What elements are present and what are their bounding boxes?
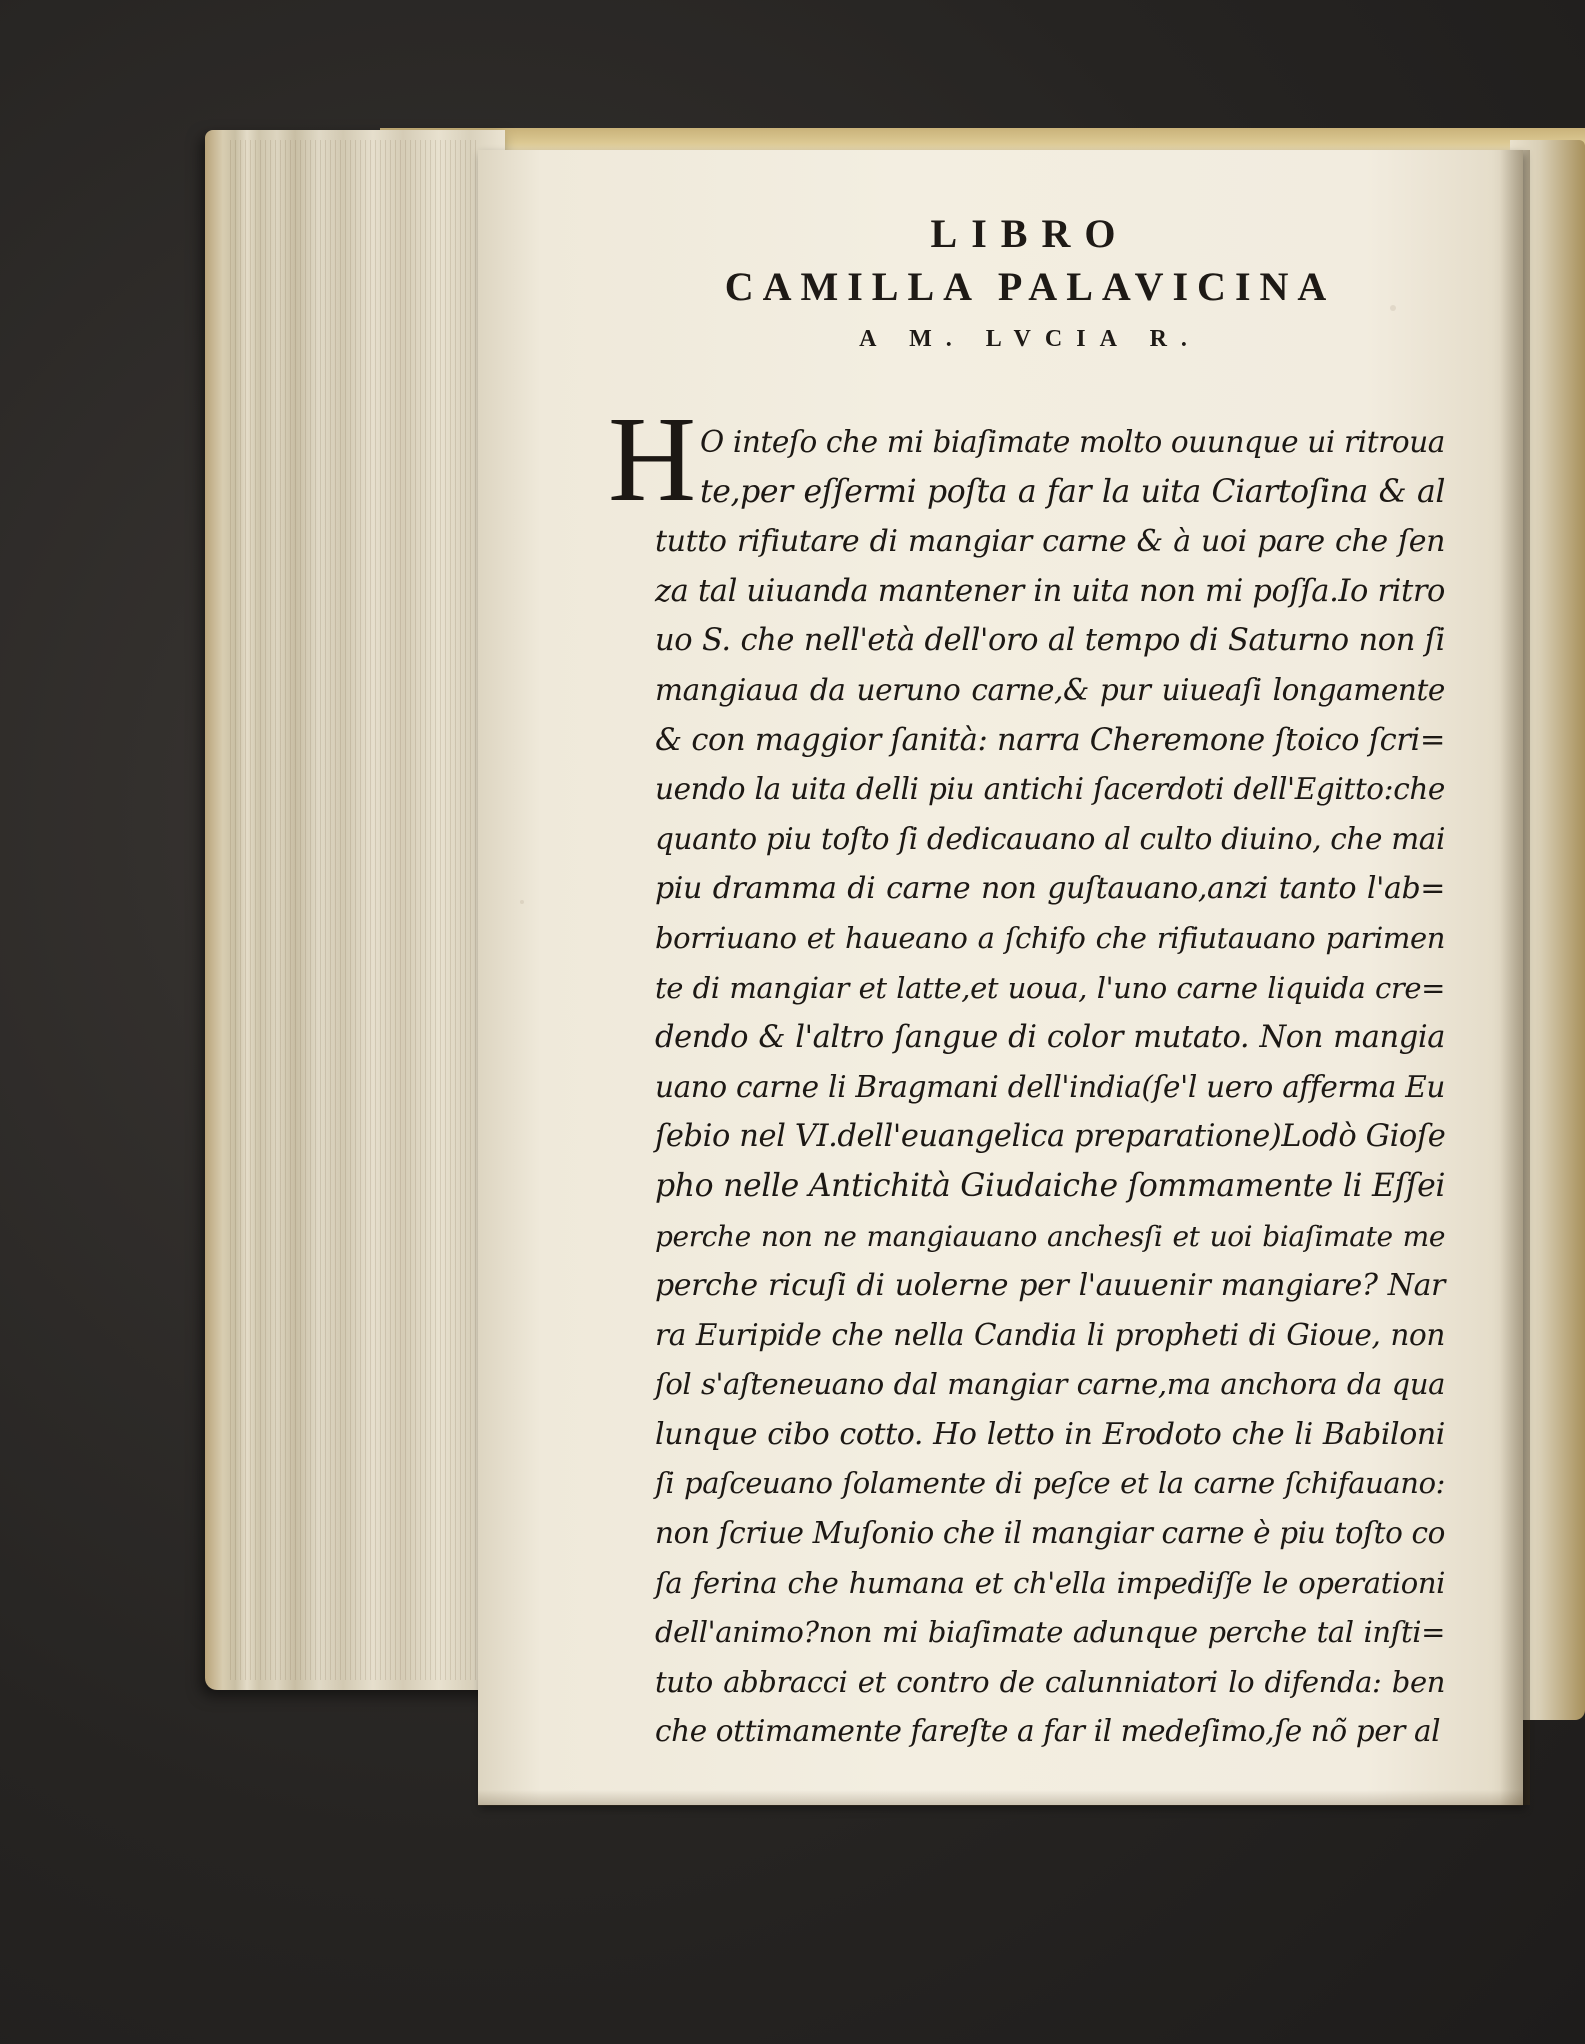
text-line: uo S. che nell'età dell'oro al tempo di Saturno non ſi — [655, 623, 1445, 659]
text-line: uano carne li Bragmani dell'india(ſe'l uero afferma Eu — [655, 1069, 1445, 1104]
text-line: tuto abbracci et contro de calunniatori lo difenda: ben — [655, 1664, 1445, 1699]
page-heading-recipient: A M. LVCIA R. — [859, 326, 1201, 352]
text-line: ra Euripide che nella Candia li propheti di Gioue, non — [655, 1317, 1445, 1352]
page-heading-author: CAMILLA PALAVICINA — [724, 264, 1336, 309]
text-line: & con maggior ſanità: narra Cheremone ſtoico ſcri= — [655, 722, 1445, 758]
page-gutter-shadow — [1500, 150, 1530, 1805]
text-line: piu dramma di carne non guſtauano,anzi tanto l'ab= — [655, 871, 1445, 907]
text-line: uendo la uita delli piu antichi ſacerdoti dell'Egitto:che — [655, 772, 1445, 807]
text-line: ſol s'aſteneuano dal mangiar carne,ma anchora da qua — [655, 1367, 1445, 1402]
text-line: borriuano et haueano a ſchifo che rifiutauano parimen — [655, 920, 1445, 955]
letter-body — [655, 418, 1445, 1757]
text-line: ſebio nel VI.dell'euangelica preparatione)Lodò Gioſe — [655, 1119, 1446, 1155]
text-line: perche ricuſi di uolerne per l'auuenir mangiare? Nar — [655, 1268, 1445, 1304]
text-line: dell'animo?non mi biaſimate adunque perche tal inſti= — [655, 1615, 1445, 1650]
text-line: pho nelle Antichità Giudaiche ſommamente li Eſſei — [655, 1167, 1445, 1204]
page-edge-lines — [230, 140, 480, 1680]
text-line: non ſcriue Muſonio che il mangiar carne è piu toſto co — [655, 1516, 1445, 1551]
text-line: ſa ferina che humana et ch'ella impediſſe le operationi — [655, 1565, 1445, 1600]
text-line: perche non ne mangiauano anchesſi et uoi biaſimate me — [655, 1219, 1445, 1253]
text-line: dendo & l'altro ſangue di color mutato. Non mangia — [655, 1020, 1445, 1056]
text-line: tutto rifiutare di mangiar carne & à uoi pare che ſen — [655, 524, 1445, 560]
page-bottom-shadow — [478, 1790, 1523, 1806]
text-line: che ottimamente fareſte a far il medeſimo,ſe nõ per al — [655, 1714, 1441, 1749]
text-line: ſi paſceuano ſolamente di peſce et la carne ſchifauano: — [655, 1466, 1445, 1501]
text-line: mangiaua da ueruno carne,& pur uiueaſi longamente — [655, 672, 1445, 707]
text-line: za tal uiuanda mantener in uita non mi poſſa.Io ritro — [655, 573, 1445, 609]
drop-cap-initial: H — [608, 392, 697, 527]
paper-speck — [520, 900, 524, 904]
page-heading-libro: LIBRO — [930, 211, 1130, 256]
text-line: O inteſo che mi biaſimate molto ouunque ui ritroua — [700, 425, 1445, 459]
text-line: quanto piu toſto ſi dedicauano al culto diuino, che mai — [655, 821, 1445, 856]
text-line: lunque cibo cotto. Ho letto in Erodoto che li Babiloni — [655, 1416, 1445, 1452]
text-line: te,per eſſermi poſta a far la uita Ciartoſina & al — [700, 473, 1445, 510]
text-line: te di mangiar et latte,et uoua, l'uno carne liquida cre= — [655, 970, 1445, 1005]
